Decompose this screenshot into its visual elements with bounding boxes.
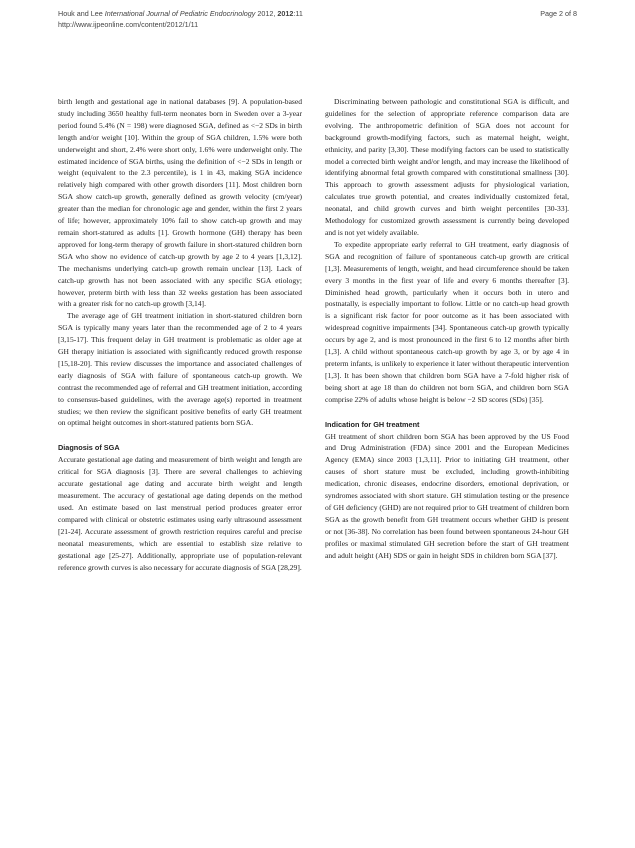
header-journal: International Journal of Pediatric Endocrinology [104, 9, 256, 18]
header-article: :11 [293, 9, 303, 18]
section-heading-indication: Indication for GH treatment [325, 419, 420, 429]
header-year: 2012, [257, 9, 276, 18]
page-number: Page 2 of 8 [540, 9, 577, 18]
paragraph: The average age of GH treatment initiation in short-statured children born SGA is typically many years later than the recommended age of 2 to 4 years [3,15-17]. This frequent delay in GH treatment is problematic as older age at GH therapy initiation is associated with significantly reduced growth response [15,18-20]. This review discusses the importance and associated challenges of early diagnosis of SGA with failure of spontaneous catch-up growth. We contrast the recommended age of referral and GH treatment initiation, according to consensus-based guidelines, with the average age(s) reported in treatment studies; we then review the significant positive benefits of early GH treatment on optimal height outcomes in short-statured patients born SGA. [58, 311, 302, 428]
section-heading-diagnosis: Diagnosis of SGA [58, 443, 120, 453]
paragraph: To expedite appropriate early referral to GH treatment, early diagnosis of SGA and recognition of failure of spontaneous catch-up growth are critical [1,3]. Measurements of length, weight, and head circumference should be taken every 3 months in the first year of life and every 6 months thereafter [3]. Diminished head growth, particularly when it occurs both in utero and postnatally, is especially important to follow. Little or no catch-up head growth is a significant risk factor for poor outcome as it has been associated with widespread cognitive impairments [34]. Spontaneous catch-up growth typically occurs by age 2, and is most pronounced in the first 6 to 12 months after birth [1,3]. A child without spontaneous catch-up growth by age 3, or by age 4 in preterm infants, is unlikely to experience it later without therapeutic intervention [1,3]. It has been shown that children born SGA have a 7-fold higher risk of being short at age 18 than do children not born SGA, and children born SGA comprise 22% of adults whose height is below −2 SD scores (SDs) [35]. [325, 239, 569, 404]
paragraph: GH treatment of short children born SGA has been approved by the US Food and Drug Administration (FDA) since 2001 and the European Medicines Agency (EMA) since 2003 [1,3,11]. Prior to initiating GH treatment, other causes of short stature must be excluded, including growth-inhibiting medication, chronic diseases, endocrine disorders, emotional deprivation, or syndromes associated with short stature. GH stimulation testing or the presence of GH deficiency (GHD) are not required prior to GH treatment of children born SGA as the growth benefit from GH treatment occurs whether GHD is present or not [36-38]. No correlation has been found between spontaneous 24-hour GH profiles or maximal stimulated GH secretion before the start of GH treatment and adult height (AH) SDS or gain in height SDS in children born SGA [37]. [325, 431, 569, 560]
citation-line [58, 8, 303, 19]
header-volume: 2012 [277, 9, 294, 18]
paragraph: Accurate gestational age dating and measurement of birth weight and length are critical for SGA diagnosis [3]. There are several challenges to achieving accurate gestational age dating and accurate birth weight and length measurement. The accuracy of gestational age dating depends on the method used. An estimate based on last menstrual period produces greater error compared with clinical or obstetric estimates using early ultrasound assessment [21-24]. Accurate assessment of growth restriction requires careful and precise neonatal measurements, which are essential to establish size relative to gestational age [25-27]. Additionally, appropriate use of population-relevant reference growth curves is also necessary for accurate diagnosis of SGA [28,29]. [58, 455, 302, 572]
left-column [58, 96, 302, 573]
header-authors: Houk and Lee [58, 9, 103, 18]
paragraph: birth length and gestational age in national databases [9]. A population-based study including 3650 healthy full-term neonates born in Sweden over a 3-year period found 5.4% (N = 198) were diagnosed SGA, defined as <−2 SDs in birth length and/or weight [10]. Within the group of SGA children, 1.5% were both underweight and short, 2.4% were short only, 1.6% were underweight only. The estimated incidence of SGA births, using the definition of <−2 SDs in length or weight (equivalent to the 2.3 percentile), is 1 in 43, making SGA incidence relatively high compared with other growth disorders [11]. Most children born SGA show catch-up growth, generally defined as growth velocity (cm/year) greater than the median for chronologic age and gender, within the first 2 years of life; however, approximately 10% fail to show catch-up growth and may remain short-statured as adults [1]. Growth hormone (GH) therapy has been approved for long-term therapy of growth failure in short-statured children born SGA who show no evidence of catch-up growth by age 2 to 4 years [1,3,12]. The mechanisms underlying catch-up growth remain unclear [13]. Lack of catch-up growth has not been associated with any specific SGA etiology; however, preterm birth with less than 32 weeks gestation has been associated with a greater risk for no catch-up growth [3,14]. [58, 97, 302, 309]
paragraph: Discriminating between pathologic and constitutional SGA is difficult, and guidelines for the selection of appropriate reference comparison data are evolving. The anthropometric definition of SGA does not account for background growth-modifying factors, such as maternal height, weight, ethnicity, and parity [3,30]. These modifying factors can be used to statistically model a corrected birth weight and/or length, and may increase the likelihood of identifying abnormal fetal growth compared with constitutional smallness [30]. This approach to growth assessment adjusts for physiological variation, calculates true growth potential, and creates individually customized fetal, neonatal, and child growth curves and birth weight percentiles [30-33]. Methodology for customized growth assessment is currently being developed and is not yet widely available. [325, 97, 569, 237]
right-column [325, 96, 569, 562]
header-url[interactable]: http://www.ijpeonline.com/content/2012/1/11 [58, 20, 199, 29]
running-header [58, 8, 577, 36]
